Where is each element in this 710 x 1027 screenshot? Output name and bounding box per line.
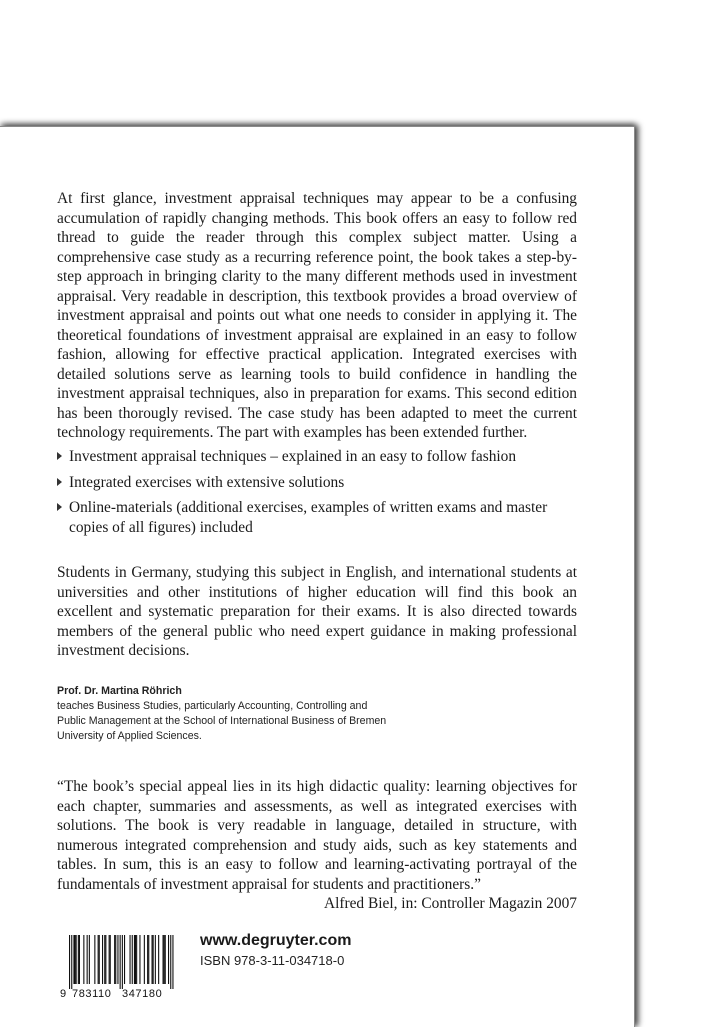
barcode-bar — [109, 935, 110, 984]
feature-item — [57, 498, 577, 537]
barcode-bar — [164, 935, 165, 984]
author-info — [57, 684, 397, 744]
barcode-bar — [102, 935, 103, 984]
target-audience: Students in Germany, studying this subject in English, and international students at universities and other institutions of higher education will find this book an excellent and systematic preparation for their exams. It is also directed towards members of the general public who need expert guidance in making professional investment decisions. — [57, 564, 577, 659]
barcode-bar — [120, 935, 121, 989]
barcode-bar — [99, 935, 100, 984]
barcode-bar — [110, 935, 111, 984]
triangle-bullet-icon — [57, 478, 62, 486]
barcode-bar — [114, 935, 115, 984]
barcode-bar — [117, 935, 118, 984]
barcode-bar — [144, 935, 145, 984]
feature-text: Online-materials (additional exercises, examples of written exams and master copies of all figures) included — [69, 499, 548, 536]
barcode-bar — [71, 935, 72, 989]
barcode-bar — [158, 935, 159, 984]
barcode-bar — [87, 935, 88, 984]
barcode-bar — [69, 935, 70, 989]
barcode-bar — [136, 935, 137, 984]
barcode-bar — [122, 935, 123, 989]
author-bio: teaches Business Studies, particularly Accounting, Controlling and Public Management at the School of International Business of Bremen University of Applied Sciences. — [57, 700, 387, 742]
barcode-right-digits: 347180 — [122, 988, 163, 999]
review-quote: “The book’s special appeal lies in its high didactic quality: learning objectives for each chapter, summaries and assessments, as well as integrated exercises with solutions. The book is very readable in language, detailed in structure, with numerous integrated comprehension and study aids, such as key statements and tables. In sum, this is an easy to follow and learning-activating portrayal of the fundamentals of investment appraisal for students and practitioners.” — [57, 778, 577, 893]
feature-item — [57, 447, 577, 467]
barcode-bar — [115, 935, 116, 984]
barcode-bar — [94, 935, 95, 984]
barcode-bar — [124, 935, 125, 984]
barcode-bar — [104, 935, 105, 984]
barcode-bar — [155, 935, 156, 984]
barcode-bar — [163, 935, 164, 984]
publisher-info — [200, 931, 351, 970]
barcode-bar — [153, 935, 154, 984]
barcode-left-digits: 783110 — [72, 988, 112, 999]
barcode-bar — [139, 935, 140, 984]
barcode-bar — [152, 935, 153, 984]
back-cover — [0, 126, 635, 1027]
barcode-bar — [83, 935, 84, 984]
triangle-bullet-icon — [57, 452, 62, 460]
barcode-bar — [132, 935, 133, 984]
book-description: At first glance, investment appraisal techniques may appear to be a confusing accumulation of rapidly changing methods. This book offers an easy to follow red thread to guide the reader through this complex subject matter. Using a comprehensive case study as a recurring reference point, the book takes a step-by-step approach in bringing clarity to the many different methods used in investment appraisal. Very readable in description, this textbook provides a broad overview of investment appraisal and points out what one needs to consider in applying it. The theoretical foundations of investment appraisal are explained in an easy to follow fashion, allowing for effective practical application. Integrated exercises with detailed solutions serve as learning tools to build confidence in handling the investment appraisal techniques, also in preparation for exams. This second edition has been thorougly revised. The case study has been adapted to meet the current technology requirements. The part with examples has been extended further. — [57, 190, 577, 441]
barcode-bar — [105, 935, 106, 984]
barcode-bar — [79, 935, 80, 984]
barcode-bar — [168, 935, 169, 984]
barcode-bar — [165, 935, 166, 984]
barcode-bar — [134, 935, 135, 984]
barcode-bar — [98, 935, 99, 984]
barcode-bar — [148, 935, 149, 984]
barcode-bar — [130, 935, 131, 984]
barcode-bar — [89, 935, 90, 984]
barcode-bar — [73, 935, 74, 984]
feature-text: Integrated exercises with extensive solutions — [69, 473, 345, 491]
publisher-website[interactable]: www.degruyter.com — [200, 932, 352, 949]
isbn-barcode — [58, 935, 178, 999]
barcode-bar — [170, 935, 171, 989]
feature-list — [57, 447, 577, 543]
barcode-bar — [135, 935, 136, 984]
barcode-bar — [78, 935, 79, 984]
feature-item — [57, 473, 577, 493]
triangle-bullet-icon — [57, 503, 62, 511]
review-block — [57, 777, 577, 914]
barcode-first-digit: 9 — [60, 988, 67, 999]
author-name: Prof. Dr. Martina Röhrich — [57, 685, 182, 697]
isbn-number: ISBN 978-3-11-034718-0 — [200, 953, 345, 968]
barcode-bar — [172, 935, 173, 989]
barcode-bar — [75, 935, 76, 984]
barcode-bar — [76, 935, 77, 984]
feature-text: Investment appraisal techniques – explained in an easy to follow fashion — [69, 448, 517, 465]
barcode-bars — [69, 935, 174, 989]
barcode-bar — [147, 935, 148, 984]
review-source: Alfred Biel, in: Controller Magazin 2007 — [323, 895, 577, 912]
